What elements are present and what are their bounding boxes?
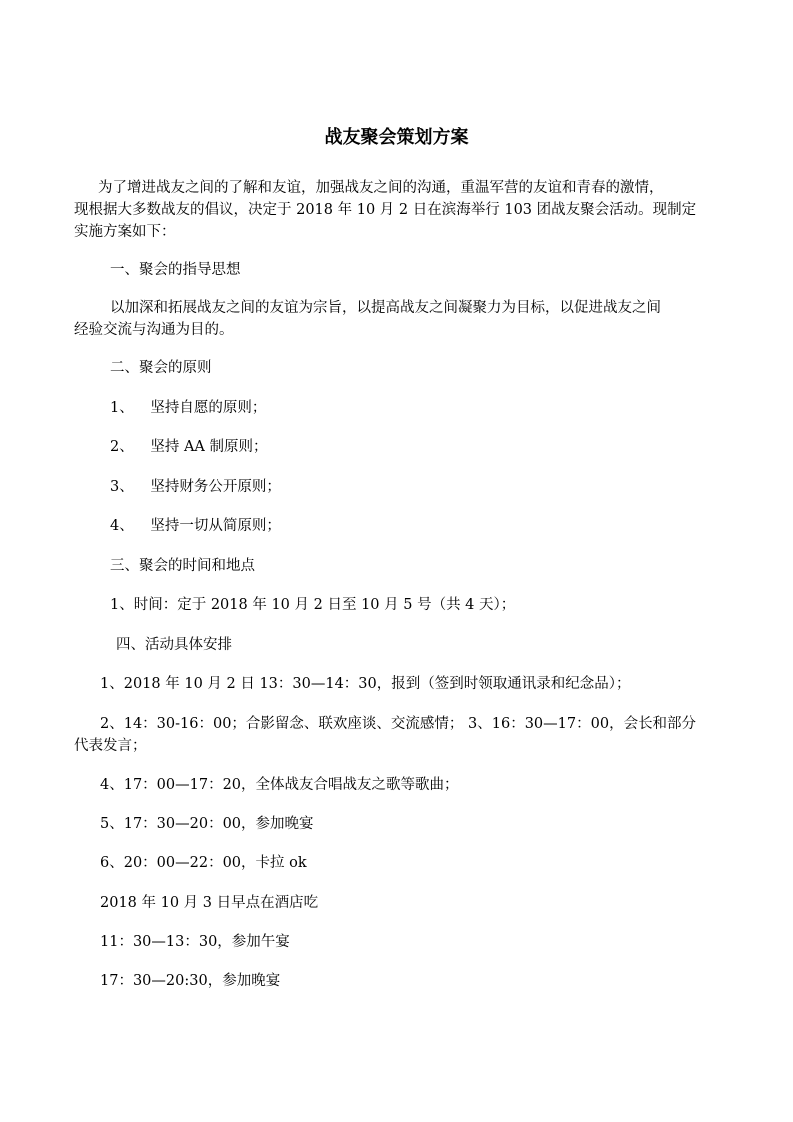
section-1-line-1: 以加深和拓展战友之间的友谊为宗旨，以提高战友之间凝聚力为目标，以促进战友之间 (110, 300, 661, 316)
principle-item (110, 437, 268, 457)
principle-text: 坚持财务公开原则； (150, 479, 281, 495)
schedule-item: 17：30—20:30，参加晚宴 (100, 973, 281, 989)
principle-number: 1、 (110, 400, 134, 416)
principle-text: 坚持自愿的原则； (150, 400, 267, 416)
principle-text: 坚持 AA 制原则； (150, 439, 268, 455)
section-1-heading: 一、聚会的指导思想 (110, 262, 241, 278)
principle-item (110, 477, 281, 497)
principle-text: 坚持一切从简原则； (150, 518, 281, 534)
schedule-item: 11：30—13：30，参加午宴 (100, 934, 290, 950)
schedule-item: 1、2018 年 10 月 2 日 13：30—14：30，报到（签到时领取通讯录和纪念品）； (100, 676, 631, 692)
schedule-item: 6、20：00—22：00，卡拉 ok (100, 855, 307, 871)
document-title: 战友聚会策划方案 (324, 127, 469, 148)
section-2-heading: 二、聚会的原则 (110, 360, 212, 376)
principle-number: 3、 (110, 479, 134, 495)
schedule-item: 2、14：30-16：00；合影留念、联欢座谈、交流感情； 3、16：30—17：00，会长和部分 (100, 716, 697, 732)
section-3-heading: 三、聚会的时间和地点 (110, 558, 255, 574)
principle-item (110, 398, 266, 418)
schedule-item: 2018 年 10 月 3 日早点在酒店吃 (100, 895, 319, 911)
principle-number: 4、 (110, 518, 134, 534)
principle-number: 2、 (110, 439, 134, 455)
schedule-item: 4、17：00—17：20，全体战友合唱战友之歌等歌曲； (100, 777, 459, 793)
intro-line-1: 为了增进战友之间的了解和友谊，加强战友之间的沟通，重温军营的友谊和青春的激情， (98, 180, 664, 196)
section-4-heading: 四、活动具体安排 (116, 637, 232, 653)
section-3-time: 1、时间：定于 2018 年 10 月 2 日至 10 月 5 号（共 4 天）； (110, 597, 516, 613)
section-1-line-2: 经验交流与沟通为目的。 (74, 322, 234, 338)
principle-item (110, 516, 281, 536)
intro-line-2: 现根据大多数战友的倡议，决定于 2018 年 10 月 2 日在滨海举行 103 团战友聚会活动。现制定 (74, 202, 697, 218)
intro-line-3: 实施方案如下： (74, 224, 176, 240)
schedule-item-continuation: 代表发言； (74, 738, 147, 754)
schedule-item: 5、17：30—20：00，参加晚宴 (100, 816, 314, 832)
